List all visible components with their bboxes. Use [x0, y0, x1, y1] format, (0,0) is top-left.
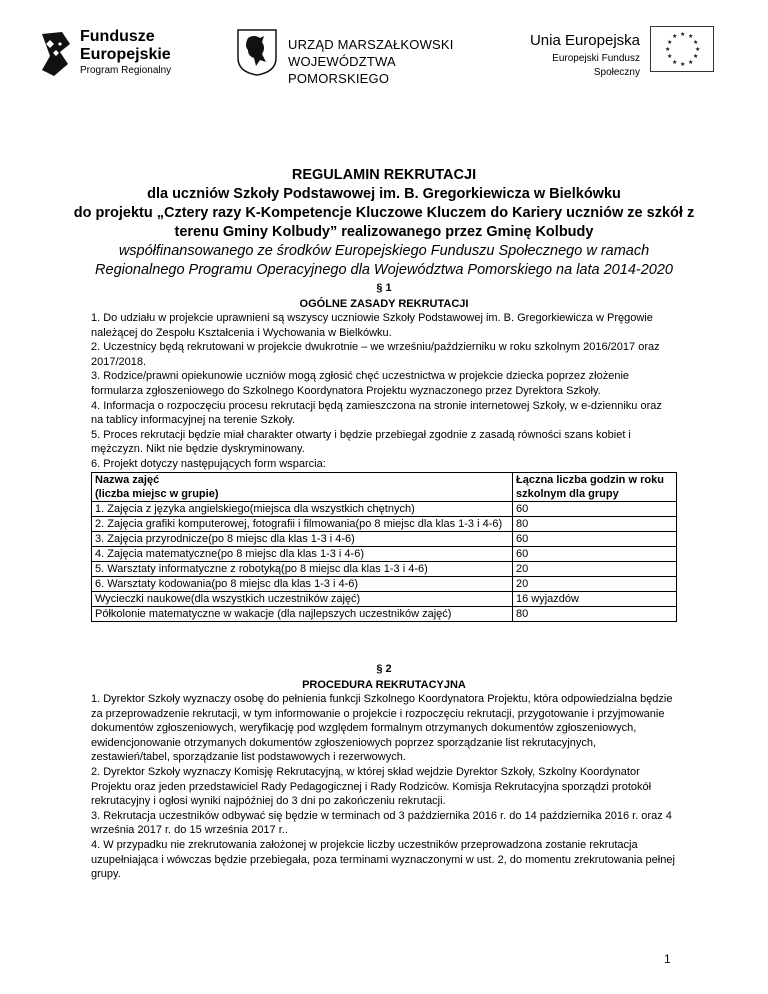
row-hours: 20 — [513, 576, 677, 591]
fe-line3: Program Regionalny — [80, 65, 172, 76]
s2-paragraph-3: 3. Rekrutacja uczestników odbywać się będzie w terminach od 3 października 2016 r. do 14 października 2016 r. oraz 4 września 2017 r. do 15 września 2017 r.. — [91, 809, 672, 837]
section-1-heading: OGÓLNE ZASADY REKRUTACJI — [299, 298, 469, 310]
s1-paragraph-1: 1. Do udziału w projekcie uprawnieni są wszyscy uczniowie Szkoły Podstawowej im. B. Gregorkiewicza w Pręgowie należącej do Zespołu Kształcenia i Wychowania w Bielkówku. — [91, 312, 653, 339]
svg-text:★: ★ — [688, 59, 694, 66]
table-row — [92, 546, 677, 561]
svg-text:★: ★ — [695, 46, 701, 53]
svg-text:★: ★ — [672, 59, 678, 66]
row-hours: 20 — [513, 561, 677, 576]
header-hours-line2: szkolnym dla grupy — [516, 487, 619, 500]
table-row — [92, 516, 677, 531]
svg-text:★: ★ — [680, 31, 686, 38]
row-name: 2. Zajęcia grafiki komputerowej, fotografii i filmowania(po 8 miejsc dla klas 1-3 i 4-6) — [92, 516, 513, 531]
row-name: Wycieczki naukowe(dla wszystkich uczestników zajęć) — [92, 591, 513, 606]
row-hours: 60 — [513, 501, 677, 516]
svg-text:★: ★ — [693, 39, 699, 46]
s1-paragraph-2: 2. Uczestnicy będą rekrutowani w projekcie dwukrotnie – we wrześniu/październiku w roku szkolnym 2016/2017 oraz 2017/2018. — [91, 341, 660, 368]
title-line4: terenu Gminy Kolbudy” realizowanego przez Gminę Kolbudy — [174, 224, 594, 240]
table-row — [92, 561, 677, 576]
row-name: Półkolonie matematyczne w wakacje (dla najlepszych uczestników zajęć) — [92, 606, 513, 621]
row-hours: 80 — [513, 606, 677, 621]
ue-line2: Europejski Fundusz Społeczny — [552, 53, 640, 78]
svg-text:★: ★ — [693, 53, 699, 60]
header-name-line1: Nazwa zajęć — [95, 473, 160, 486]
s1-paragraph-5: 5. Proces rekrutacji będzie miał charakter otwarty i będzie przebiegał zgodnie z zasadą równości szans kobiet i mężczyzn. Nikt nie będzie dyskryminowany. — [91, 428, 631, 456]
title-line1: REGULAMIN REKRUTACJI — [291, 167, 477, 183]
header-hours-line1: Łączna liczba godzin w roku — [516, 473, 664, 486]
section-2-number: § 2 — [376, 663, 392, 675]
ue-line1: Unia Europejska — [529, 32, 640, 49]
section-2 — [91, 662, 677, 882]
um-line1: URZĄD MARSZAŁKOWSKI — [288, 37, 454, 52]
table-header-name — [92, 472, 513, 501]
section-1 — [91, 281, 677, 622]
title-line5: współfinansowanego ze środków Europejskiego Funduszu Społecznego w ramach — [118, 243, 650, 259]
row-name: 5. Warsztaty informatyczne z robotyką(po 8 miejsc dla klas 1-3 i 4-6) — [92, 561, 513, 576]
fundusze-europejskie-icon — [40, 30, 74, 78]
table-row — [92, 606, 677, 621]
title-line3: do projektu „Cztery razy K-Kompetencje Kluczowe Kluczem do Kariery uczniów ze szkół z — [73, 205, 695, 221]
s1-paragraph-4: 4. Informacja o rozpoczęciu procesu rekrutacji będą zamieszczona na stronie internetowej Szkoły, w e-dzienniku oraz na tablicy informacyjnej na terenie Szkoły. — [91, 399, 662, 427]
row-hours: 16 wyjazdów — [513, 591, 677, 606]
row-name: 3. Zajęcia przyrodnicze(po 8 miejsc dla klas 1-3 i 4-6) — [92, 531, 513, 546]
fe-line2: Europejskie — [80, 46, 171, 63]
header-name-line2: (liczba miejsc w grupie) — [95, 487, 219, 500]
um-line2: WOJEWÓDZTWA POMORSKIEGO — [288, 54, 396, 86]
unia-europejska-logo — [510, 26, 736, 82]
support-forms-table — [91, 472, 677, 622]
svg-text:★: ★ — [680, 61, 686, 68]
s1-paragraph-6: 6. Projekt dotyczy następujących form wsparcia: — [91, 457, 326, 470]
table-row — [92, 591, 677, 606]
s2-paragraph-4: 4. W przypadku nie zrekrutowania założonej w projekcie liczby uczestników przeprowadzona zostanie rekrutacja uzupełniająca i wówczas będzie przebiegała, poza terminami wyznaczonymi w ust. 2, do momentu zrekrutowania pełnej grupy. — [91, 838, 675, 881]
eu-flag-icon — [650, 26, 714, 72]
griffin-crest-icon — [236, 28, 278, 76]
title-line2: dla uczniów Szkoły Podstawowej im. B. Gregorkiewicza w Bielkówku — [147, 186, 621, 202]
section-2-heading: PROCEDURA REKRUTACYJNA — [302, 679, 466, 691]
row-hours: 60 — [513, 531, 677, 546]
s2-paragraph-1: 1. Dyrektor Szkoły wyznaczy osobę do pełnienia funkcji Szkolnego Koordynatora Projektu, która odpowiedzialna będzie za przeprowadzenie rekrutacji, w tym informowanie o projekcie i rozpoczęciu rekrutacji, przygotowanie i przyjmowanie dokumentów zgłoszeniowych, weryfikację pod względem formalnym otrzymanych dokumentów zgłoszeniowych, ewidencjonowanie otrzymanych dokumentów zgłoszeniowych poprzez sporządzanie list rekrutacyjnych, zestawień/tabel, sporządzanie list podstawowych i rezerwowych. — [91, 693, 673, 764]
table-header-hours — [513, 472, 677, 501]
fundusze-europejskie-logo — [36, 24, 196, 84]
table-row — [92, 576, 677, 591]
table-row — [92, 501, 677, 516]
svg-text:★: ★ — [667, 39, 673, 46]
row-hours: 60 — [513, 546, 677, 561]
title-line6: Regionalnego Programu Operacyjnego dla Województwa Pomorskiego na lata 2014-2020 — [95, 262, 673, 278]
row-name: 4. Zajęcia matematyczne(po 8 miejsc dla klas 1-3 i 4-6) — [92, 546, 513, 561]
fe-line1: Fundusze — [80, 28, 155, 45]
row-hours: 80 — [513, 516, 677, 531]
s2-paragraph-2: 2. Dyrektor Szkoły wyznaczy Komisję Rekrutacyjną, w której skład wejdzie Dyrektor Szkoły, Szkolny Koordynator Projektu oraz jeden przedstawiciel Rady Pedagogicznej i Rady Rodziców. Komisja Rekrutacyjna sporządzi protokół rekrutacyjny i ogłosi wyniki najpóźniej do 3 dni po zakończeniu rekrutacji. — [91, 765, 652, 808]
urzad-marszalkowski-logo — [236, 28, 496, 84]
section-1-number: § 1 — [376, 282, 392, 294]
row-name: 6. Warsztaty kodowania(po 8 miejsc dla klas 1-3 i 4-6) — [92, 576, 513, 591]
table-row — [92, 531, 677, 546]
document-title — [60, 166, 708, 280]
table-header-row — [92, 472, 677, 501]
s1-paragraph-3: 3. Rodzice/prawni opiekunowie uczniów mogą zgłosić chęć uczestnictwa w projekcie dziecka poprzez złożenie formularza zgłoszeniowego do Szkolnego Koordynatora Projektu wyznaczonego przez Dyrektora Szkoły. — [91, 370, 630, 397]
svg-text:★: ★ — [688, 33, 694, 40]
svg-text:★: ★ — [672, 33, 678, 40]
page-number: 1 — [664, 952, 671, 966]
svg-text:★: ★ — [665, 46, 671, 53]
header-logos — [36, 24, 736, 84]
row-name: 1. Zajęcia z języka angielskiego(miejsca dla wszystkich chętnych) — [92, 501, 513, 516]
svg-text:★: ★ — [667, 53, 673, 60]
